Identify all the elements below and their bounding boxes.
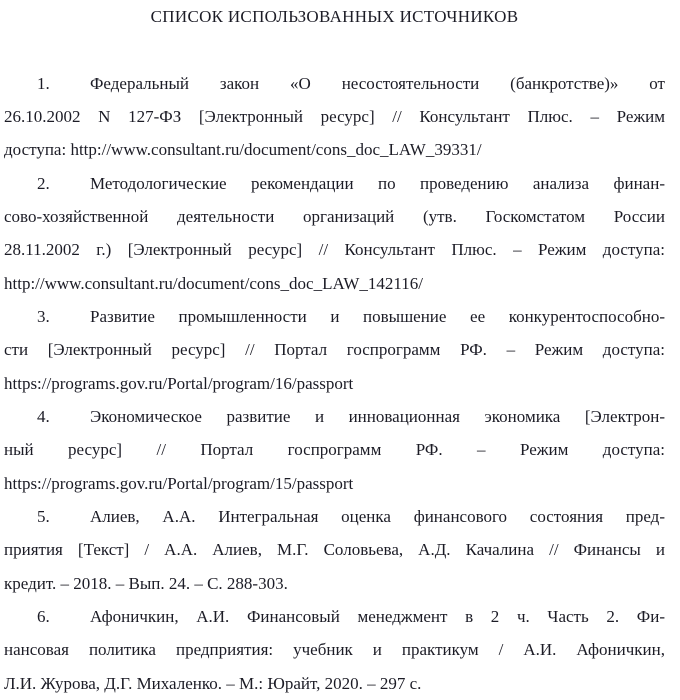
entry-line: https://programs.gov.ru/Portal/program/16/passport [4, 373, 354, 393]
entry-number: 3. [37, 306, 50, 326]
reference-entry [4, 600, 665, 700]
entry-line: 3. Развитие промышленности и повышение ее конкурентоспособно- [4, 300, 665, 333]
entry-line: 4. Экономическое развитие и инновационная экономика [Электрон- [4, 400, 665, 433]
entry-number: 5. [37, 506, 50, 526]
entry-line: ный ресурс] // Портал госпрограмм РФ. – Режим доступа: [4, 440, 665, 460]
entry-line: 5. Алиев, А.А. Интегральная оценка финансового состояния пред- [4, 500, 665, 533]
entry-line: 1. Федеральный закон «О несостоятельности (банкротстве)» от [4, 67, 665, 100]
entry-line: https://programs.gov.ru/Portal/program/15/passport [4, 473, 354, 493]
entry-line: 26.10.2002 N 127-ФЗ [Электронный ресурс] // Консультант Плюс. – Режим [4, 106, 665, 126]
entry-line: нансовая политика предприятия: учебник и практикум / А.И. Афоничкин, [4, 640, 665, 660]
references-list [4, 67, 665, 700]
entry-line: http://www.consultant.ru/document/cons_doc_LAW_142116/ [4, 273, 424, 293]
reference-entry [4, 167, 665, 300]
entry-line: 2. Методологические рекомендации по проведению анализа финан- [4, 167, 665, 200]
entry-line: доступа: http://www.consultant.ru/document/cons_doc_LAW_39331/ [4, 140, 482, 160]
title-gap [4, 33, 665, 66]
entry-number: 2. [37, 173, 50, 193]
entry-number: 4. [37, 406, 50, 426]
reference-entry [4, 400, 665, 500]
entry-line: сти [Электронный ресурс] // Портал госпрограмм РФ. – Режим доступа: [4, 340, 665, 360]
entry-line: кредит. – 2018. – Вып. 24. – С. 288-303. [4, 573, 288, 593]
reference-entry [4, 300, 665, 400]
page-title: СПИСОК ИСПОЛЬЗОВАННЫХ ИСТОЧНИКОВ [150, 7, 519, 26]
entry-line: приятия [Текст] / А.А. Алиев, М.Г. Соловьева, А.Д. Качалина // Финансы и [4, 540, 665, 560]
entry-line: Л.И. Журова, Д.Г. Михаленко. – М.: Юрайт, 2020. – 297 с. [4, 673, 422, 693]
entry-number: 6. [37, 606, 50, 626]
entry-line: 28.11.2002 г.) [Электронный ресурс] // Консультант Плюс. – Режим доступа: [4, 240, 665, 260]
reference-entry [4, 67, 665, 167]
reference-entry [4, 500, 665, 600]
entry-number: 1. [37, 73, 50, 93]
entry-line: сово-хозяйственной деятельности организаций (утв. Госкомстатом России [4, 206, 665, 226]
entry-line: 6. Афоничкин, А.И. Финансовый менеджмент в 2 ч. Часть 2. Фи- [4, 600, 665, 633]
